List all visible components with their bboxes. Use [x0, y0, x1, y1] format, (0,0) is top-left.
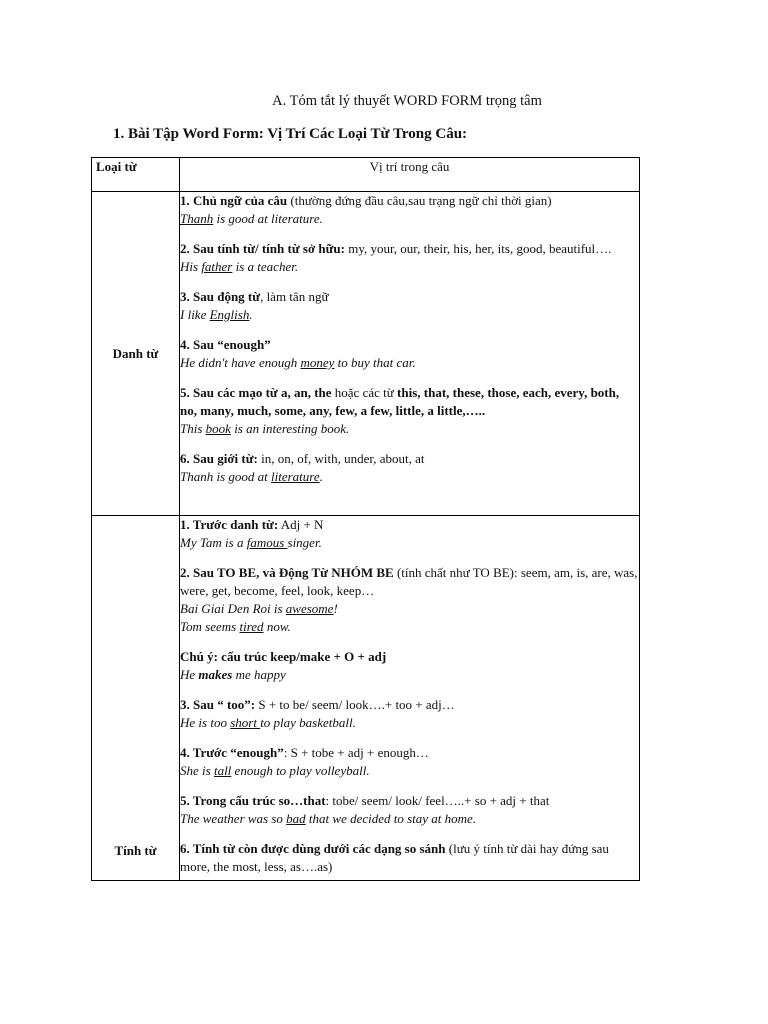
- example-text: to play basketball.: [260, 715, 356, 730]
- example-keyword: English: [209, 307, 250, 322]
- list-item: [180, 192, 639, 228]
- noun-positions-cell: [180, 192, 640, 516]
- example-text: singer.: [287, 535, 322, 550]
- example-text: that we decided to stay at home.: [305, 811, 477, 826]
- rule-text: in, on, of, with, under, about, at: [257, 451, 425, 466]
- list-item: [180, 648, 639, 684]
- example-text: is an interesting book.: [230, 421, 350, 436]
- rule-heading: 5. Trong cấu trúc so…that: [180, 793, 326, 808]
- rule-text: , làm tân ngữ: [260, 289, 329, 304]
- example-keyword: awesome: [285, 601, 334, 616]
- table-row-adjective: [92, 516, 640, 881]
- example-keyword: famous: [246, 535, 288, 550]
- example-sentence: [180, 714, 639, 732]
- example-keyword: money: [300, 355, 335, 370]
- word-form-table: [91, 157, 640, 881]
- rule-heading: 1. Trước danh từ:: [180, 517, 279, 532]
- list-item: [180, 336, 639, 372]
- rule-heading: 4. Sau “enough”: [180, 337, 271, 352]
- header-word-type: Loại từ: [92, 158, 180, 192]
- list-item: [180, 564, 639, 636]
- example-keyword: literature: [271, 469, 320, 484]
- section-heading: 1. Bài Tập Word Form: Vị Trí Các Loại Từ Trong Câu:: [113, 126, 468, 142]
- list-item: [180, 240, 639, 276]
- list-item: [180, 696, 639, 732]
- example-keyword: Thanh: [180, 211, 214, 226]
- example-keyword: short: [230, 715, 261, 730]
- rule-heading: 4. Trước “enough”: [180, 745, 284, 760]
- example-text: .: [319, 469, 323, 484]
- header-position: Vị trí trong câu: [180, 158, 640, 192]
- example-text: She is: [180, 763, 214, 778]
- example-sentence: [180, 810, 639, 828]
- document-title: A. Tóm tắt lý thuyết WORD FORM trọng tâm: [272, 93, 542, 109]
- example-sentence: [180, 468, 639, 486]
- rule-text: (lưu ý tính từ dài hay đứng sau more, the most, less, as….as): [180, 841, 609, 874]
- example-text: .: [249, 307, 253, 322]
- row-label-adjective: Tính từ: [92, 516, 180, 881]
- example-keyword: tall: [213, 763, 232, 778]
- example-text: now.: [263, 619, 291, 634]
- example-sentence: [180, 420, 639, 438]
- rule-text: hoặc các từ: [331, 385, 398, 400]
- example-sentence: [180, 306, 639, 324]
- example-text: His: [180, 259, 202, 274]
- rule-heading: 2. Sau tính từ/ tính từ sở hữu:: [180, 241, 345, 256]
- list-item: [180, 288, 639, 324]
- note-heading: Chú ý: cấu trúc keep/make + O + adj: [180, 649, 387, 664]
- example-sentence: [180, 258, 639, 276]
- example-text: me happy: [232, 667, 286, 682]
- list-item: [180, 384, 639, 438]
- example-text: is a teacher.: [232, 259, 299, 274]
- example-sentence: [180, 600, 639, 618]
- rule-text: : S + tobe + adj + enough…: [283, 745, 429, 760]
- rule-text: (tính chất như TO BE): seem, am, is, are, was, were, get, become, feel, look, keep…: [180, 565, 638, 598]
- rule-text: Adj + N: [278, 517, 324, 532]
- rule-heading: 6. Tính từ còn được dùng dưới các dạng so sánh: [180, 841, 446, 856]
- rule-text: (thường đứng đầu câu,sau trạng ngữ chỉ thời gian): [287, 193, 552, 208]
- rule-heading: 5. Sau các mạo từ a, an, the: [180, 385, 332, 400]
- rule-text: my, your, our, their, his, her, its, good, beautiful….: [344, 241, 612, 256]
- example-keyword: father: [201, 259, 233, 274]
- row-label-noun: Danh từ: [92, 192, 180, 516]
- example-text: enough to play volleyball.: [231, 763, 370, 778]
- example-text: is good at literature.: [213, 211, 323, 226]
- example-text: This: [180, 421, 206, 436]
- example-sentence: [180, 210, 639, 228]
- list-item: [180, 516, 639, 552]
- rule-heading: 1. Chủ ngữ của câu: [180, 193, 288, 208]
- table-row-noun: [92, 192, 640, 516]
- example-text: He: [180, 667, 199, 682]
- example-sentence: [180, 762, 639, 780]
- example-sentence: [180, 666, 639, 684]
- example-keyword: book: [205, 421, 231, 436]
- rule-heading: 2. Sau TO BE, và Động Từ NHÓM BE: [180, 565, 394, 580]
- example-keyword: makes: [198, 667, 233, 682]
- example-text: The weather was so: [180, 811, 287, 826]
- example-text: He is too: [180, 715, 231, 730]
- example-keyword: tired: [239, 619, 264, 634]
- example-sentence: [180, 534, 639, 552]
- rule-heading: this, that, these, those, each, every, both, no, many, much, some, any, few, a few, little, a little,…..: [180, 385, 620, 418]
- list-item: [180, 840, 639, 876]
- example-text: He didn't have enough: [180, 355, 301, 370]
- example-keyword: bad: [286, 811, 306, 826]
- example-text: Bai Giai Den Roi is: [180, 601, 286, 616]
- rule-heading: 6. Sau giới từ:: [180, 451, 258, 466]
- example-text: I like: [180, 307, 210, 322]
- example-text: !: [333, 601, 338, 616]
- example-sentence: [180, 618, 639, 636]
- list-item: [180, 450, 639, 486]
- adjective-positions-cell: [180, 516, 640, 881]
- rule-heading: 3. Sau động từ: [180, 289, 261, 304]
- example-text: My Tam is a: [180, 535, 247, 550]
- example-text: Thanh is good at: [180, 469, 272, 484]
- list-item: [180, 792, 639, 828]
- example-sentence: [180, 354, 639, 372]
- example-text: Tom seems: [180, 619, 240, 634]
- list-item: [180, 744, 639, 780]
- example-text: to buy that car.: [334, 355, 416, 370]
- rule-heading: 3. Sau “ too”:: [180, 697, 256, 712]
- table-header-row: [92, 158, 640, 192]
- rule-text: : tobe/ seem/ look/ feel…..+ so + adj + that: [325, 793, 550, 808]
- rule-text: S + to be/ seem/ look….+ too + adj…: [255, 697, 455, 712]
